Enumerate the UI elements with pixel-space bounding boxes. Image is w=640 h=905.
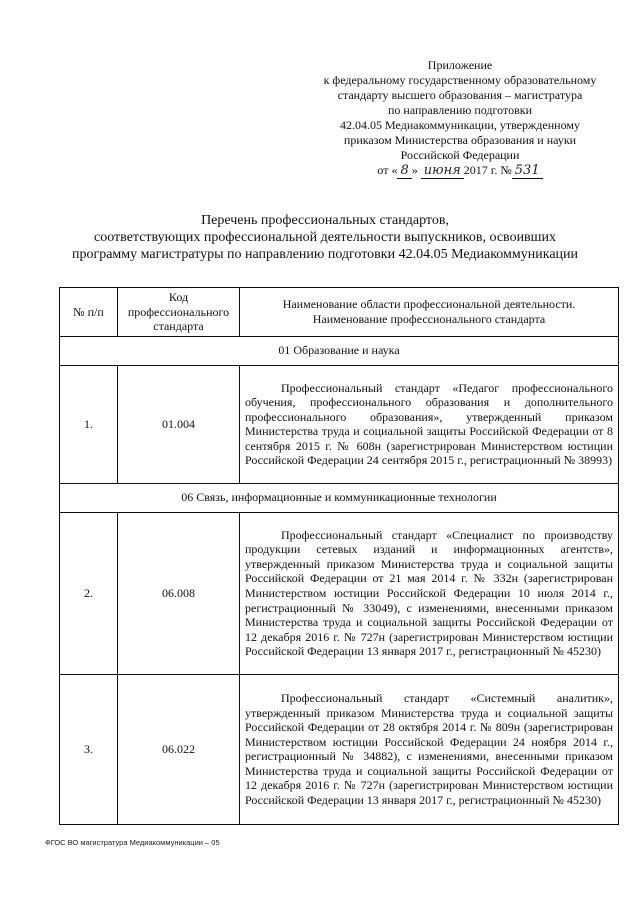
header-num: № п/п [60,288,118,337]
appendix-line: к федеральному государственному образовательному [323,73,597,87]
row-number: 1. [60,365,118,483]
header-name: Наименование области профессиональной деятельности. Наименование профессионального стандарта [240,288,619,337]
table-row [60,512,619,674]
row-description: Профессиональный стандарт «Специалист по производству продукции сетевых изданий и информационных агентств», утвержденный приказом Министерства труда и социальной защиты Российской Федерации от 21 мая 2014 г. № 332н (зарегистрирован Министерством юстиции Российской Федерации 10 июля 2014 г., регистрационный № 33049), с изменениями, внесенными приказом Министерства труда и социальной защиты Российской Федерации от 12 декабря 2016 г. № 727н (зарегистрирован Министерством юстиции Российской Федерации 13 января 2017 г., регистрационный № 45230) [240,512,619,674]
year-text: 2017 г. № [463,163,512,177]
row-description: Профессиональный стандарт «Системный аналитик», утвержденный приказом Министерства труда и социальной защиты Российской Федерации от 28 октября 2014 г. № 809н (зарегистрирован Министерством юстиции Российской Федерации 24 ноября 2014 г., регистрационный № 34882), с изменениями, внесенными приказом Министерства труда и социальной защиты Российской Федерации от 12 декабря 2016 г. № 727н (зарегистрирован Министерством юстиции Российской Федерации 13 января 2017 г., регистрационный № 45230) [240,674,619,824]
date-prefix: от « [377,163,398,177]
handwritten-day: 8 [397,163,411,179]
standards-table [59,287,619,825]
row-code: 01.004 [118,365,240,483]
appendix-line: приказом Министерства образования и науки [343,133,577,147]
section-title: 01 Образование и наука [60,336,619,365]
appendix-line: стандарту высшего образования – магистратура [337,88,583,102]
section-row [60,483,619,512]
section-row [60,336,619,365]
handwritten-month: июня [421,163,464,179]
appendix-block [300,58,620,178]
row-code: 06.008 [118,512,240,674]
header-code: Код профессионального стандарта [118,288,240,337]
title-line-3: программу магистратуры по направлению подготовки 42.04.05 Медиакоммуникации [71,247,579,262]
page-footer: ФГОС ВО магистратура Медиакоммуникации – 05 [45,838,220,847]
document-title [40,212,610,263]
appendix-line: 42.04.05 Медиакоммуникации, утвержденному [340,118,580,132]
table-row [60,674,619,824]
section-title: 06 Связь, информационные и коммуникационные технологии [60,483,619,512]
row-number: 3. [60,674,118,824]
table-header-row [60,288,619,337]
appendix-line: по направлению подготовки [387,103,533,117]
handwritten-order-number: 531 [512,163,543,179]
row-description: Профессиональный стандарт «Педагог профессионального обучения, профессионального образования и дополнительного профессионального образования», утвержденный приказом Министерства труда и социальной защиты Российской Федерации от 8 сентября 2015 г. № 608н (зарегистрирован Министерством юстиции Российской Федерации 24 сентября 2015 г., регистрационный № 38993) [240,365,619,483]
date-mid: » [411,163,418,177]
row-number: 2. [60,512,118,674]
order-date-line [300,163,620,178]
row-code: 06.022 [118,674,240,824]
appendix-line: Российской Федерации [400,148,520,162]
table-row [60,365,619,483]
appendix-heading: Приложение [427,58,493,72]
title-line-2: соответствующих профессиональной деятельности выпускников, освоивших [94,230,556,245]
title-line-1: Перечень профессиональных стандартов, [201,213,449,228]
